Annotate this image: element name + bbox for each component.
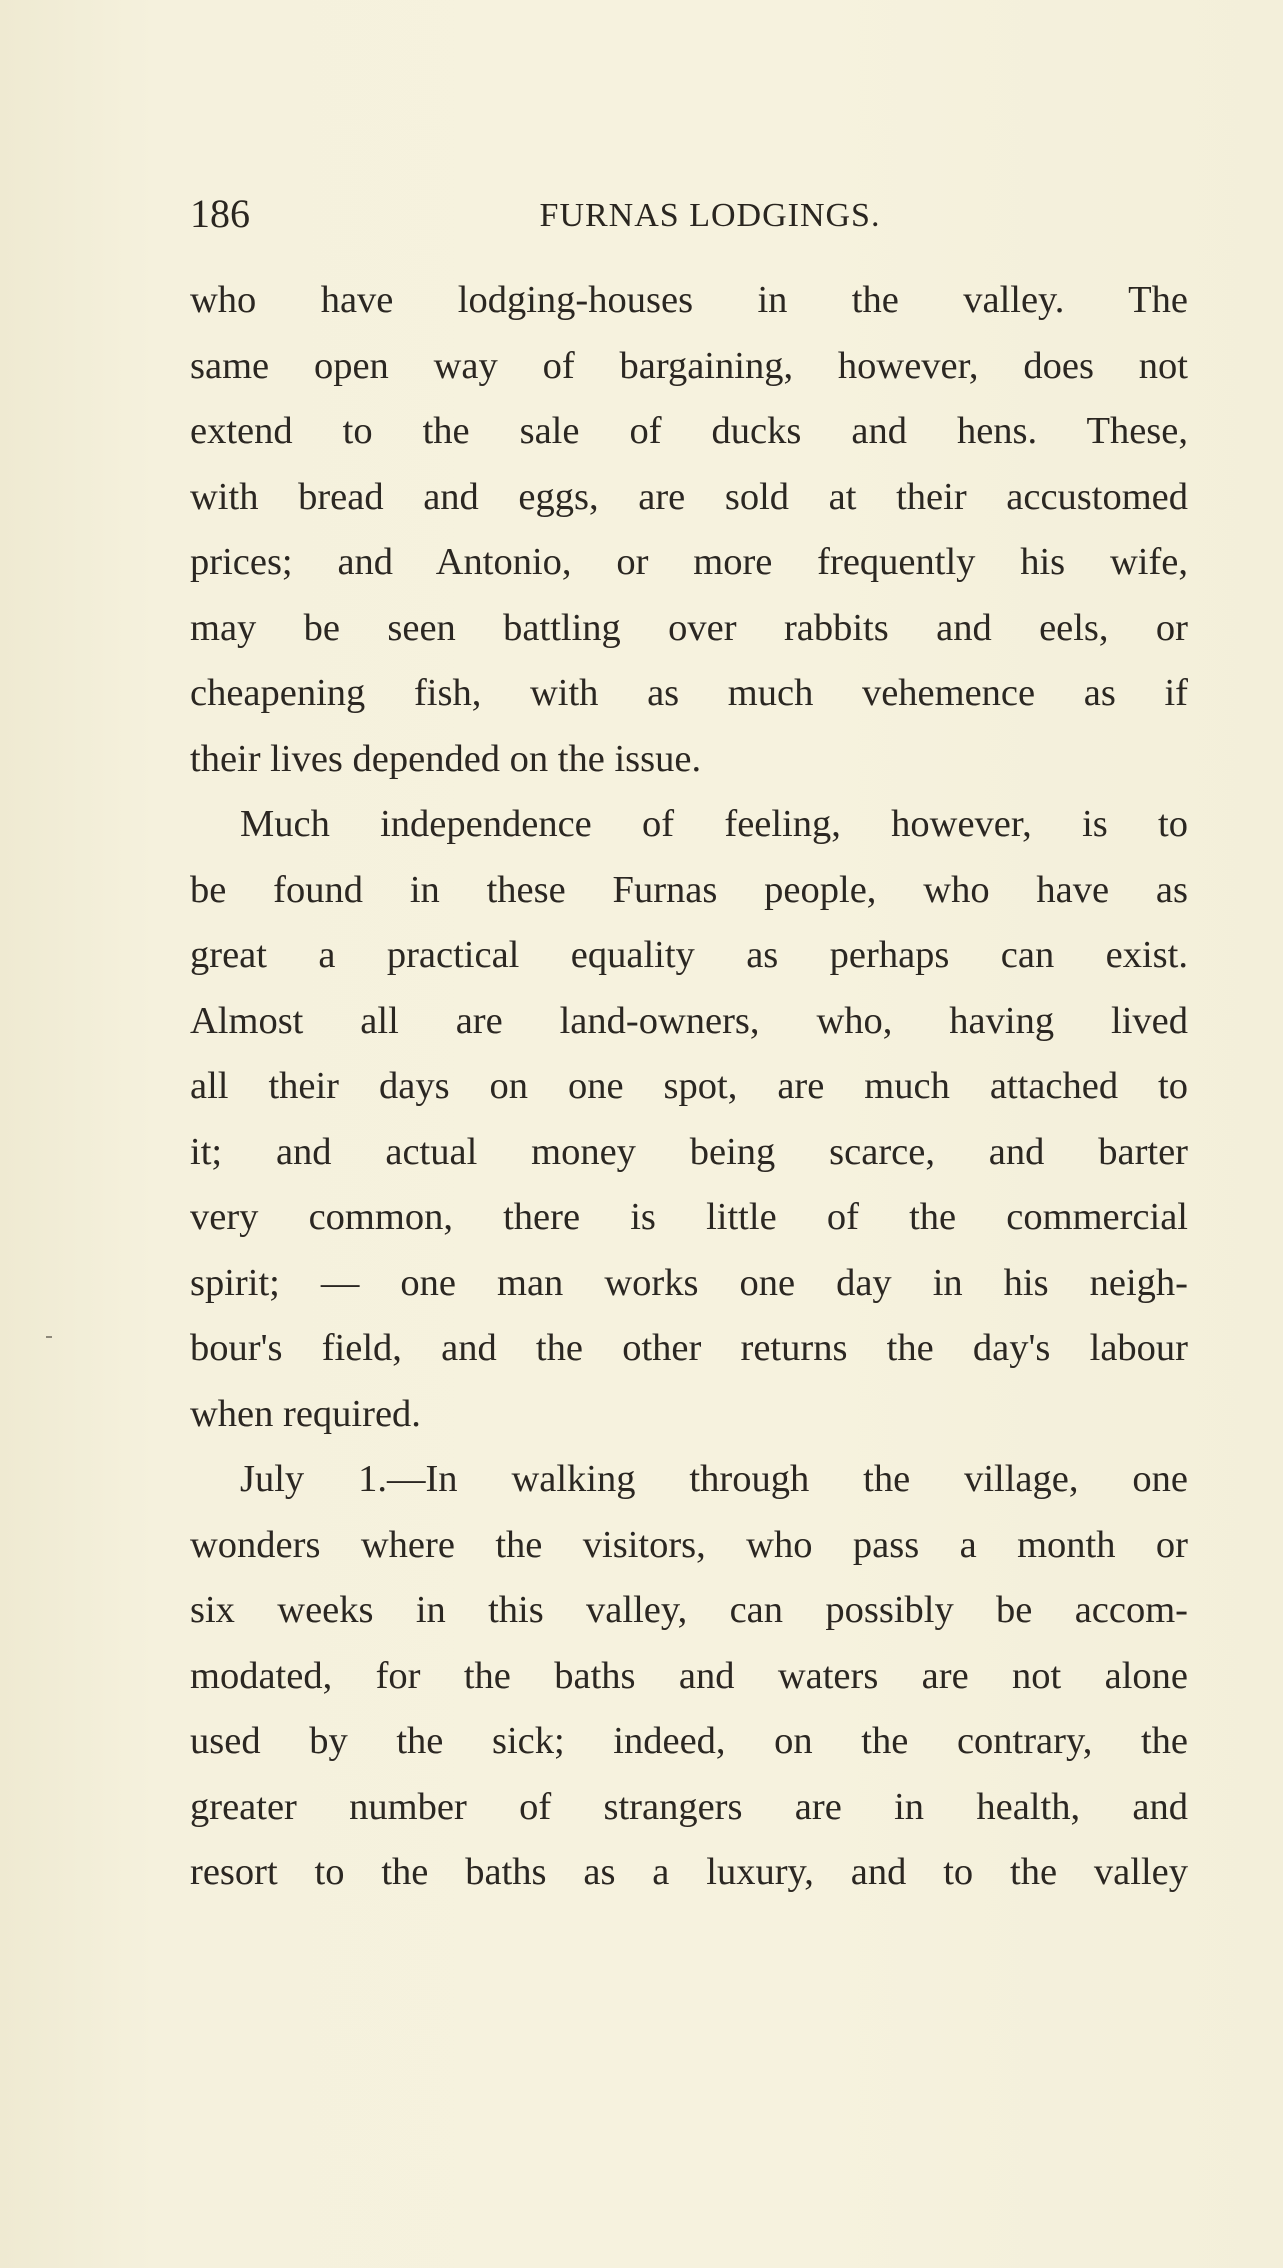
text-line: their lives depended on the issue.: [190, 737, 702, 780]
text-line: bour's field, and the other returns the day's labour: [190, 1327, 1188, 1369]
text-line: spirit; — one man works one day in his neigh-: [190, 1261, 1188, 1304]
text-line: with bread and eggs, are sold at their accustomed: [190, 475, 1188, 518]
text-line: very common, there is little of the commercial: [190, 1196, 1188, 1238]
text-line: who have lodging-houses in the valley. The: [190, 279, 1188, 321]
text-line: be found in these Furnas people, who have as: [190, 868, 1188, 911]
margin-speck: [46, 1336, 52, 1338]
body-text: [190, 268, 1188, 1906]
text-line: greater number of strangers are in health, and: [190, 1785, 1188, 1828]
text-line: may be seen battling over rabbits and eels, or: [190, 606, 1188, 649]
text-line: when required.: [190, 1392, 421, 1435]
text-line: it; and actual money being scarce, and barter: [190, 1130, 1188, 1173]
text-line: resort to the baths as a luxury, and to the valley: [190, 1851, 1188, 1893]
text-line: cheapening fish, with as much vehemence as if: [190, 672, 1188, 714]
text-line: modated, for the baths and waters are not alone: [190, 1654, 1188, 1697]
page-number: 186: [190, 191, 250, 236]
text-line: Almost all are land-owners, who, having lived: [190, 999, 1188, 1042]
text-line: extend to the sale of ducks and hens. These,: [190, 410, 1188, 452]
running-head: FURNAS LODGINGS.: [539, 197, 881, 234]
paragraph-start-line: July 1.—In walking through the village, one: [240, 1458, 1188, 1500]
text-line: great a practical equality as perhaps can exist.: [190, 934, 1188, 976]
text-line: all their days on one spot, are much attached to: [190, 1065, 1188, 1107]
page-header: [190, 188, 1190, 240]
paragraph-start-line: Much independence of feeling, however, is to: [240, 803, 1188, 845]
text-line: same open way of bargaining, however, does not: [190, 344, 1188, 387]
text-line: used by the sick; indeed, on the contrary, the: [190, 1720, 1188, 1762]
text-line: prices; and Antonio, or more frequently his wife,: [190, 541, 1188, 583]
text-line: wonders where the visitors, who pass a month or: [190, 1523, 1188, 1566]
text-line: six weeks in this valley, can possibly be accom-: [190, 1589, 1188, 1631]
